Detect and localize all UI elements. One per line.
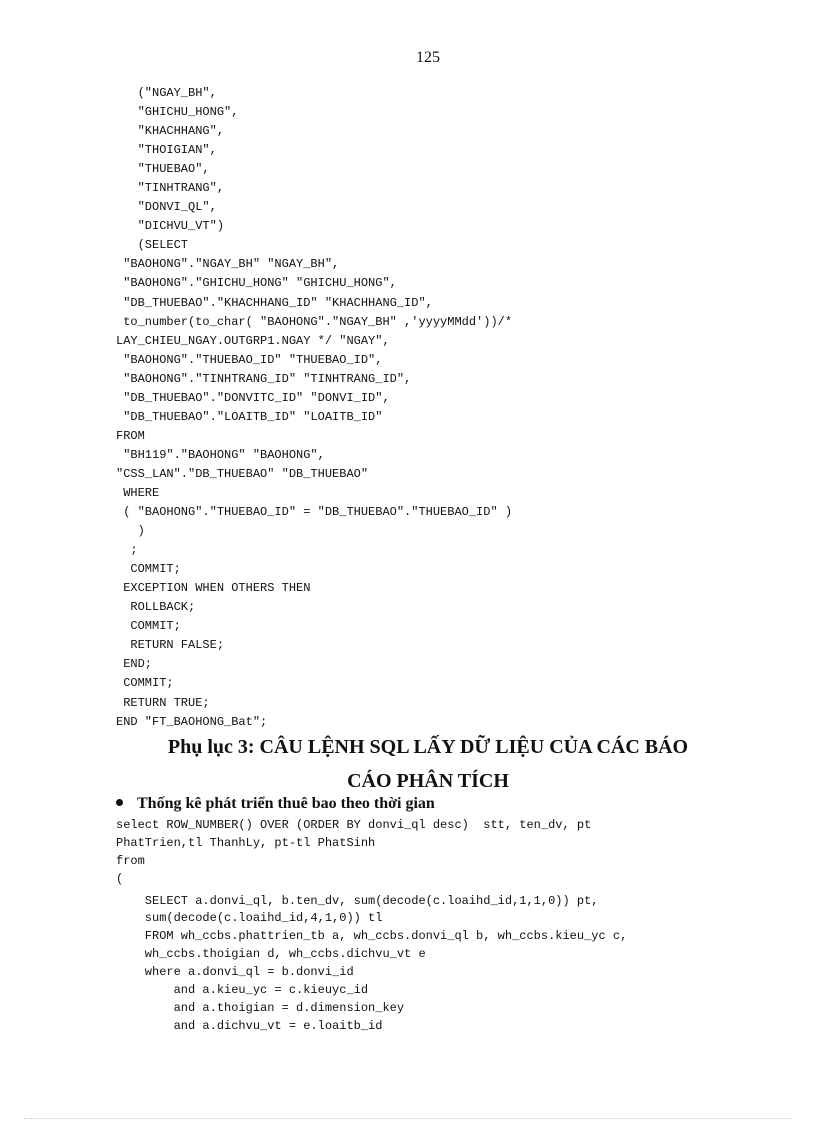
code-line: wh_ccbs.thoigian d, wh_ccbs.dichvu_vt e (116, 947, 426, 962)
code-line: "DB_THUEBAO"."LOAITB_ID" "LOAITB_ID" (116, 409, 383, 424)
code-line: RETURN FALSE; (116, 638, 225, 653)
code-line: select ROW_NUMBER() OVER (ORDER BY donvi_ql desc) stt, ten_dv, pt (116, 818, 592, 832)
code-line: ) (116, 524, 145, 539)
code-line: ( "BAOHONG"."THUEBAO_ID" = "DB_THUEBAO"."THUEBAO_ID" ) (116, 505, 513, 520)
code-line: "BAOHONG"."THUEBAO_ID" "THUEBAO_ID", (116, 352, 383, 367)
code-line: FROM wh_ccbs.phattrien_tb a, wh_ccbs.donvi_ql b, wh_ccbs.kieu_yc c, (116, 929, 628, 944)
appendix-heading-line-1: Phụ lục 3: CÂU LỆNH SQL LẤY DỮ LIỆU CỦA CÁC BÁO (167, 736, 689, 758)
code-line: "THUEBAO", (116, 162, 210, 177)
code-line: "GHICHU_HONG", (116, 105, 239, 120)
code-line: "DB_THUEBAO"."DONVITC_ID" "DONVI_ID", (116, 390, 390, 405)
code-line: (SELECT (116, 238, 189, 253)
page-number: 125 (416, 49, 440, 66)
code-line: "TINHTRANG", (116, 181, 225, 196)
code-line: sum(decode(c.loaihd_id,4,1,0)) tl (116, 911, 383, 926)
code-line: SELECT a.donvi_ql, b.ten_dv, sum(decode(c.loaihd_id,1,1,0)) pt, (116, 893, 599, 908)
code-line: "DB_THUEBAO"."KHACHHANG_ID" "KHACHHANG_ID", (116, 295, 433, 310)
code-line: END "FT_BAOHONG_Bat"; (116, 714, 268, 729)
sql-code-block-procedure (116, 84, 512, 732)
code-line: LAY_CHIEU_NGAY.OUTGRP1.NGAY */ "NGAY", (116, 333, 390, 348)
section-bullet (116, 793, 435, 815)
code-line: "THOIGIAN", (116, 143, 217, 158)
appendix-heading-line-2: CÁO PHÂN TÍCH (347, 770, 509, 792)
code-line: WHERE (116, 485, 160, 500)
footer-divider (24, 1118, 792, 1119)
code-line: EXCEPTION WHEN OTHERS THEN (116, 581, 311, 596)
code-line: "DICHVU_VT") (116, 219, 225, 234)
code-line: "CSS_LAN"."DB_THUEBAO" "DB_THUEBAO" (116, 466, 369, 481)
code-line: FROM (116, 428, 145, 443)
code-line: from (116, 853, 145, 868)
code-line: "KHACHHANG", (116, 124, 225, 139)
code-line: and a.thoigian = d.dimension_key (116, 1000, 405, 1015)
code-line: "BH119"."BAOHONG" "BAOHONG", (116, 447, 325, 462)
code-line: END; (116, 657, 153, 672)
code-line: COMMIT; (116, 562, 181, 577)
code-line: RETURN TRUE; (116, 695, 210, 710)
code-line: and a.kieu_yc = c.kieuyc_id (116, 983, 369, 998)
code-line: ; (116, 543, 138, 558)
code-line: "BAOHONG"."NGAY_BH" "NGAY_BH", (116, 257, 340, 272)
appendix-heading (100, 730, 756, 798)
code-line: "BAOHONG"."GHICHU_HONG" "GHICHU_HONG", (116, 276, 397, 291)
code-line: ("NGAY_BH", (116, 86, 217, 100)
code-line: PhatTrien,tl ThanhLy, pt-tl PhatSinh (116, 835, 376, 850)
code-line: and a.dichvu_vt = e.loaitb_id (116, 1018, 383, 1033)
code-line: COMMIT; (116, 676, 174, 691)
bullet-icon (116, 799, 123, 806)
code-line: "BAOHONG"."TINHTRANG_ID" "TINHTRANG_ID", (116, 371, 412, 386)
section-bullet-text: Thống kê phát triển thuê bao theo thời gian (137, 795, 435, 812)
code-line: ( (116, 871, 124, 886)
code-line: ROLLBACK; (116, 600, 196, 615)
sql-code-block-query (116, 817, 627, 1036)
code-line: to_number(to_char( "BAOHONG"."NGAY_BH" ,'yyyyMMdd'))/* (116, 314, 513, 329)
code-line: COMMIT; (116, 619, 181, 634)
code-line: "DONVI_QL", (116, 200, 217, 215)
code-line: where a.donvi_ql = b.donvi_id (116, 965, 354, 980)
